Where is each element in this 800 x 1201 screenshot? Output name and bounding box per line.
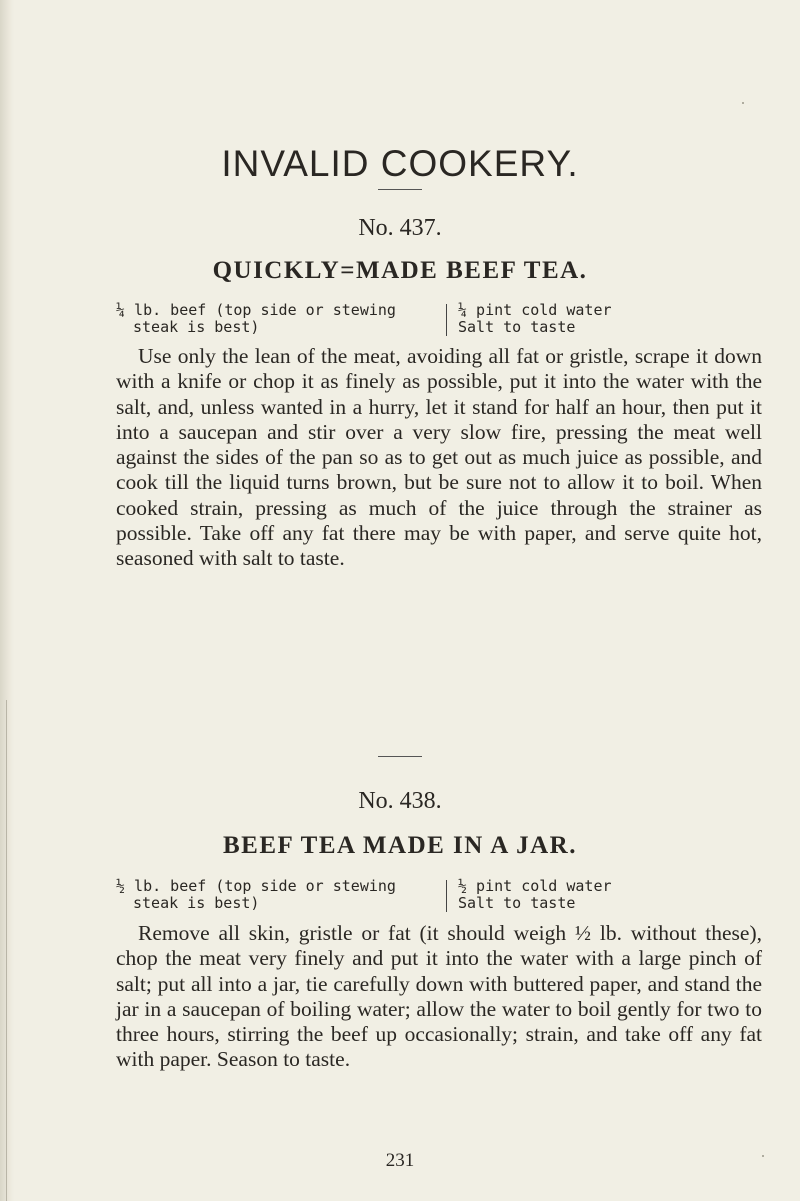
ingredients-right-column	[458, 302, 718, 336]
ingredient-line: ¼ pint cold water	[458, 301, 612, 319]
binding-shadow-line	[6, 700, 7, 1201]
recipe-title: BEEF TEA MADE IN A JAR.	[222, 832, 577, 859]
ingredient-line: steak is best)	[133, 318, 260, 336]
recipe-title: QUICKLY=MADE BEEF TEA.	[212, 257, 588, 284]
paper-speck	[742, 102, 744, 104]
ingredient-line: ½ pint cold water	[458, 877, 612, 895]
recipe-number: No. 437.	[358, 215, 442, 241]
recipe-number: No. 438.	[358, 788, 442, 814]
recipe-method: Use only the lean of the meat, avoiding all fat or gristle, scrape it down with a knife or chop it as finely as possible, put it into the water with the salt, and, unless wanted in a hurry, let it stand for half an hour, then put it into a saucepan and stir over a very slow fire, pressing the meat well against the sides of the pan so as to get out as much juice as possible, and cook till the liquid turns brown, but be sure not to allow it to boil. When cooked strain, pressing as much of the juice through the strainer as possible. Take off any fat there may be with paper, and serve quite hot, seasoned with salt to taste.	[116, 344, 762, 571]
ingredients-left-column	[116, 302, 446, 336]
ingredients-divider	[446, 880, 447, 912]
ingredients-divider	[446, 304, 447, 336]
ingredients-left-column	[116, 878, 446, 912]
ingredient-line: Salt to taste	[458, 894, 576, 912]
ingredients-block	[116, 302, 716, 338]
paper-speck	[762, 1155, 764, 1157]
ingredient-line: ¼ lb. beef (top side or stewing	[116, 301, 396, 319]
chapter-title: INVALID COOKERY.	[221, 143, 579, 184]
ingredient-line: ½ lb. beef (top side or stewing	[116, 877, 396, 895]
ingredient-line: Salt to taste	[458, 318, 576, 336]
section-rule	[378, 756, 422, 757]
title-rule	[378, 189, 422, 190]
recipe-method: Remove all skin, gristle or fat (it should weigh ½ lb. without these), chop the meat very finely and put it into the water with a large pinch of salt; put all into a jar, tie carefully down with buttered paper, and stand the jar in a saucepan of boiling water; allow the water to boil gently for two to three hours, stirring the beef up occasionally; strain, and take off any fat with paper. Season to taste.	[116, 921, 762, 1072]
ingredients-right-column	[458, 878, 718, 912]
ingredients-block	[116, 878, 716, 914]
ingredient-line: steak is best)	[133, 894, 260, 912]
page-number: 231	[385, 1150, 415, 1171]
